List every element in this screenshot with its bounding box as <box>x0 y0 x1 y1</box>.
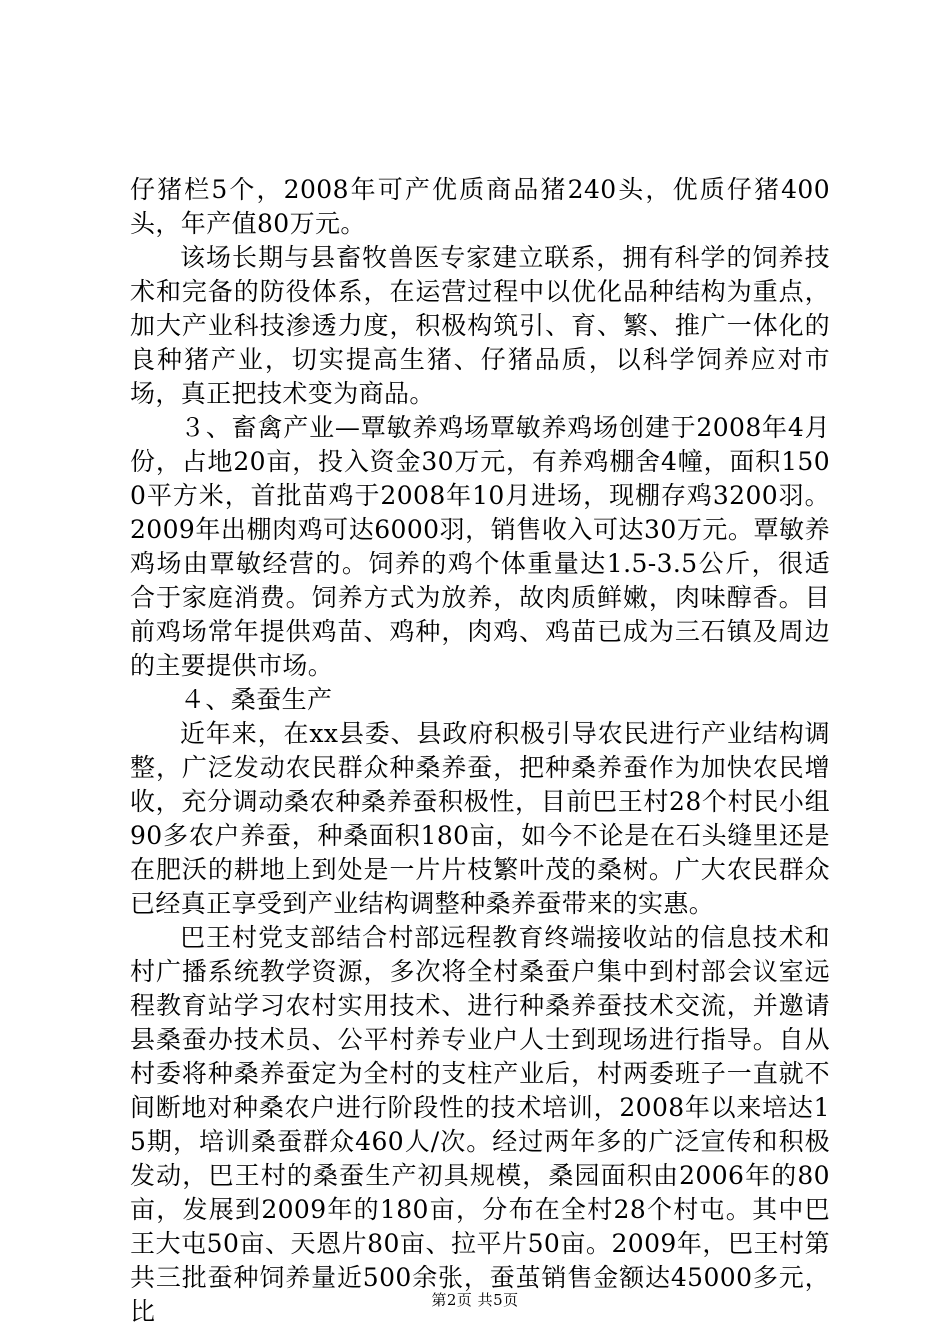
paragraph-pig-pens: 仔猪栏5个，2008年可产优质商品猪240头，优质仔猪400头，年产值80万元。 <box>130 175 830 238</box>
paragraph-pig-farm-technology: 该场长期与县畜牧兽医专家建立联系，拥有科学的饲养技术和完备的防役体系，在运营过程中以优化品种结构为重点，加大产业科技渗透力度，积极构筑引、育、繁、推广一体化的良种猪产业，切实提高生猪、仔猪品质，以科学饲养应对市场，真正把技术变为商品。 <box>130 243 830 408</box>
paragraph-sericulture-recent-years: 近年来，在xx县委、县政府积极引导农民进行产业结构调整，广泛发动农民群众种桑养蚕，把种桑养蚕作为加快农民增收，充分调动桑农种桑养蚕积极性，目前巴王村28个村民小组90多农户养蚕，种桑面积180亩，如今不论是在石头缝里还是在肥沃的耕地上到处是一片片枝繁叶茂的桑树。广大农民群众已经真正享受到产业结构调整种桑养蚕带来的实惠。 <box>130 719 830 918</box>
paragraph-sericulture-training: 巴王村党支部结合村部远程教育终端接收站的信息技术和村广播系统教学资源，多次将全村桑蚕户集中到村部会议室远程教育站学习农村实用技术、进行种桑养蚕技术交流，并邀请县桑蚕办技术员、公平村养专业户人士到现场进行指导。自从村委将种桑养蚕定为全村的支柱产业后，村两委班子一直就不间断地对种桑农户进行阶段性的技术培训，2008年以来培达15期，培训桑蚕群众460人/次。经过两年多的广泛宣传和积极发动，巴王村的桑蚕生产初具规模，桑园面积由2006年的80亩，发展到2009年的180亩，分布在全村28个村屯。其中巴王大屯50亩、天恩片80亩、拉平片50亩。2009年，巴王村第共三批蚕种饲养量近500余张，蚕茧销售金额达45000多元，比 <box>130 923 830 1326</box>
paragraph-poultry-industry: ３、畜禽产业—覃敏养鸡场覃敏养鸡场创建于2008年4月份，占地20亩，投入资金30万元，有养鸡棚舍4幢，面积1500平方米，首批苗鸡于2008年10月进场，现棚存鸡3200羽。2009年出棚肉鸡可达6000羽，销售收入可达30万元。覃敏养鸡场由覃敏经营的。饲养的鸡个体重量达1.5-3.5公斤，很适合于家庭消费。饲养方式为放养，故肉质鲜嫩，肉味醇香。目前鸡场常年提供鸡苗、鸡种，肉鸡、鸡苗已成为三石镇及周边的主要提供市场。 <box>130 413 830 680</box>
page-number-footer: 第2页 共5页 <box>431 1291 519 1309</box>
document-body <box>130 173 830 1329</box>
heading-sericulture: ４、桑蚕生产 <box>180 685 333 714</box>
